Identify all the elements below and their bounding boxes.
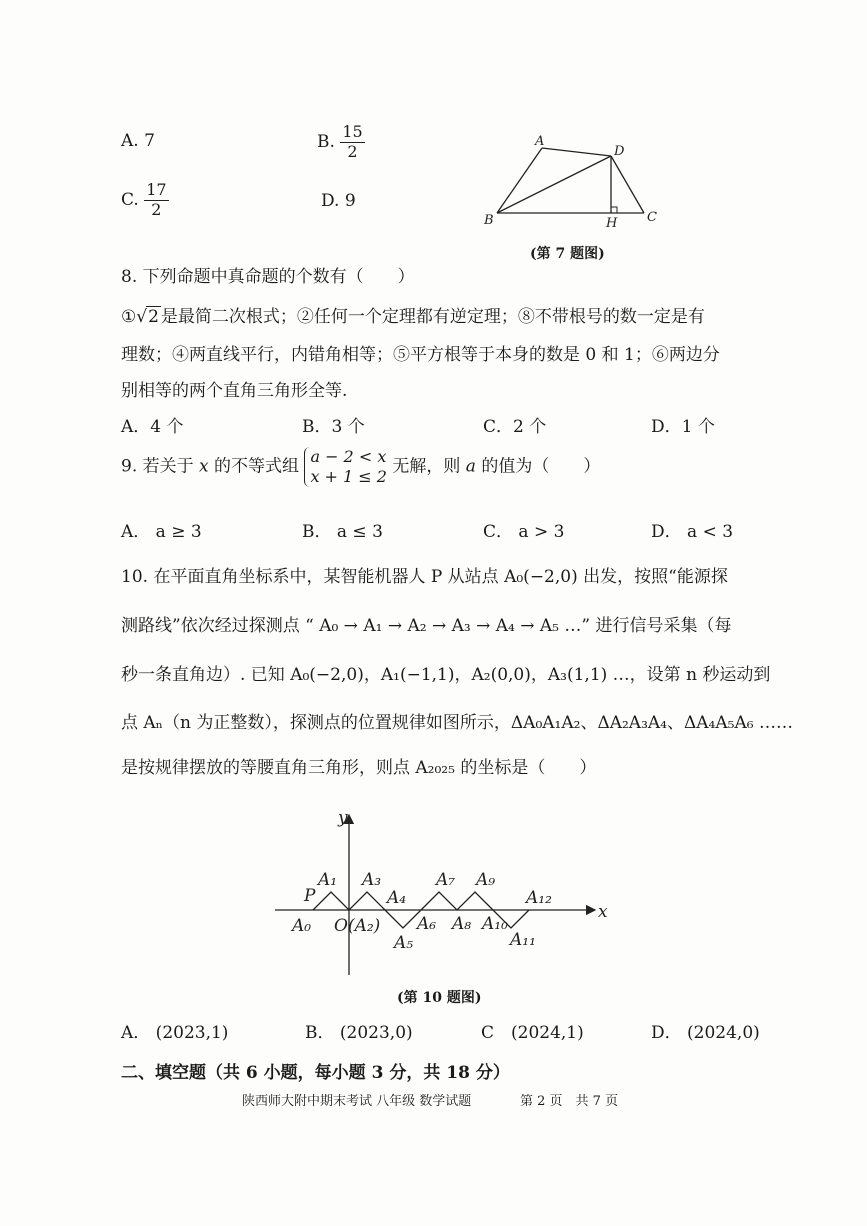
- q10-line-3: 秒一条直角边）. 已知 A₀(−2,0)，A₁(−1,1)，A₂(0,0)，A₃(1,1) …，设第 n 秒运动到: [121, 665, 771, 685]
- q7-segment-ad: [542, 148, 611, 156]
- q10-option-b: B． (2023,0): [305, 1023, 413, 1043]
- q9-stem-a: 9. 若关于: [121, 456, 194, 477]
- q7-figure-caption: (第 7 题图): [530, 246, 605, 262]
- q10-label-a9: A₉: [476, 870, 496, 890]
- q9-stem-b: 的不等式组: [214, 456, 300, 477]
- q10-label-a6: A₆: [417, 914, 437, 934]
- q10-label-a12: A₁₂: [526, 888, 552, 908]
- q7-option-b-denominator: 2: [347, 141, 358, 161]
- q9-stem-x: x: [199, 456, 209, 477]
- q8-line-1: [121, 302, 705, 327]
- section-2-heading: 二、填空题（共 6 小题，每小题 3 分，共 18 分）: [121, 1063, 510, 1083]
- q7-label-h: H: [606, 216, 618, 230]
- q9-option-c: C． a > 3: [483, 522, 565, 542]
- q7-segment-ab: [497, 148, 542, 213]
- footer-page-number: 第 2 页 共 7 页: [520, 1094, 619, 1109]
- q9-inequality-system: [304, 447, 387, 487]
- q7-option-b-label: B.: [317, 131, 335, 152]
- q10-option-a: A． (2023,1): [121, 1023, 229, 1043]
- q8-option-d: D．1 个: [651, 417, 715, 437]
- q9-inequality-1: a − 2 < x: [310, 447, 387, 466]
- q10-label-a8: A₈: [452, 914, 472, 934]
- q7-label-a: A: [535, 134, 545, 149]
- q10-option-d: D． (2024,0): [651, 1023, 760, 1043]
- q7-option-c-label: C.: [121, 189, 139, 210]
- q10-label-a7: A₇: [436, 870, 456, 890]
- q10-line-5: 是按规律摆放的等腰直角三角形，则点 A₂₀₂₅ 的坐标是（ ）: [121, 758, 597, 778]
- q10-line-4: 点 Aₙ（n 为正整数），探测点的位置规律如图所示，ΔA₀A₁A₂、ΔA₂A₃A₄、ΔA₄A₅A₆ ……: [121, 713, 793, 733]
- q9-stem-a-var: a: [465, 456, 476, 477]
- q10-label-a5: A₅: [394, 933, 414, 953]
- q7-segment-dc: [611, 156, 644, 213]
- q8-line-1-text: 是最简二次根式；②任何一个定理都有逆定理；⑧不带根号的数一定是有: [160, 307, 705, 327]
- q7-option-b-fraction: [340, 124, 364, 161]
- q9-stem: [121, 447, 600, 487]
- q7-option-d: D. 9: [321, 191, 356, 211]
- q9-option-d: D． a < 3: [651, 522, 734, 542]
- q10-figure-caption: (第 10 题图): [397, 990, 482, 1006]
- q7-option-b-numerator: 15: [342, 122, 363, 141]
- q10-label-a1: A₁: [318, 870, 338, 890]
- q8-stem: 8. 下列命题中真命题的个数有（ ）: [121, 267, 415, 287]
- q7-option-c-denominator: 2: [151, 199, 162, 219]
- q10-label-a0: A₀: [292, 916, 312, 936]
- q10-line-1: 10. 在平面直角坐标系中，某智能机器人 P 从站点 A₀(−2,0) 出发，按照“能源探: [121, 567, 728, 587]
- q7-option-c-numerator: 17: [146, 180, 167, 199]
- q8-line-2: 理数；④两直线平行，内错角相等；⑤平方根等于本身的数是 0 和 1；⑥两边分: [121, 345, 720, 365]
- q9-option-a: A． a ≥ 3: [121, 522, 202, 542]
- q10-label-y: y: [338, 808, 348, 828]
- q10-label-x: x: [598, 902, 608, 922]
- q8-option-b: B．3 个: [302, 417, 365, 437]
- q10-figure: [270, 805, 620, 980]
- q7-figure: [480, 130, 670, 230]
- q10-option-c: C (2024,1): [481, 1023, 584, 1043]
- q7-label-c: C: [647, 210, 657, 225]
- q7-option-b: [317, 124, 365, 161]
- q9-inequality-2: x + 1 ≤ 2: [310, 467, 387, 486]
- q8-radicand: 2: [148, 307, 159, 327]
- q7-right-angle-mark: [611, 207, 617, 213]
- q7-label-d: D: [614, 144, 625, 159]
- q8-option-a: A．4 个: [121, 417, 184, 437]
- q10-label-a3: A₃: [362, 870, 382, 890]
- q9-stem-d: 的值为（ ）: [481, 456, 601, 477]
- q7-label-b: B: [484, 213, 494, 228]
- q7-option-c: [121, 182, 169, 219]
- q8-line-3: 别相等的两个直角三角形全等.: [121, 381, 348, 401]
- q10-label-a10: A₁₀: [482, 914, 508, 934]
- q7-segment-bd: [497, 156, 611, 213]
- q8-option-c: C．2 个: [483, 417, 547, 437]
- q10-label-p: P: [304, 886, 316, 906]
- q10-label-origin: O(A₂): [334, 916, 381, 936]
- q8-line-1-mark: ①: [121, 307, 137, 327]
- q7-option-a: A. 7: [121, 131, 155, 151]
- q7-option-c-fraction: [144, 182, 168, 219]
- q10-label-a4: A₄: [387, 888, 407, 908]
- q9-option-b: B． a ≤ 3: [302, 522, 383, 542]
- q10-line-2: 测路线”依次经过探测点 “ A₀ → A₁ → A₂ → A₃ → A₄ → A₅ …” 进行信号采集（每: [121, 616, 732, 636]
- q9-stem-c: 无解，则: [392, 456, 461, 477]
- q10-label-a11: A₁₁: [510, 930, 536, 950]
- footer-exam-title: 陕西师大附中期末考试 八年级 数学试题: [242, 1094, 472, 1109]
- sqrt-symbol-icon: √: [136, 307, 148, 327]
